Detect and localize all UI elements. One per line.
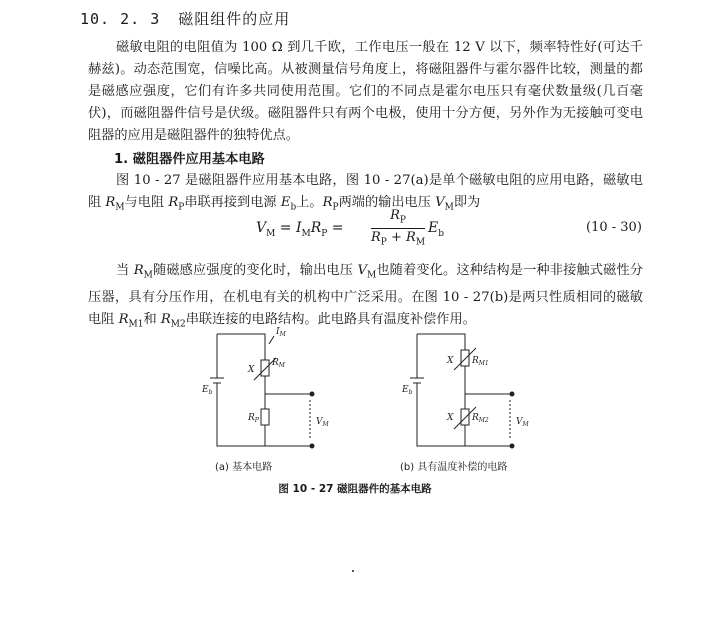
figure-b-caption: (b) 具有温度补偿的电路: [400, 462, 508, 473]
svg-text:IM: $I_M$: [276, 327, 286, 338]
equation-number: (10 - 30): [586, 220, 642, 235]
svg-text:Eb: $E_b$: [402, 385, 413, 396]
section-number: 10. 2. 3: [80, 10, 161, 28]
svg-text:RM: $R_M$: [272, 358, 285, 369]
figure-a-caption: (a) 基本电路: [215, 462, 273, 473]
circuit-figure: [190, 320, 550, 480]
figure-caption: 图 10 - 27 磁阻器件的基本电路: [278, 483, 432, 495]
equation-source-term: $E_b$: [428, 220, 444, 239]
svg-text:X: X: [447, 413, 454, 423]
circuit-paragraph: 图 10 - 27 是磁阻器件应用基本电路，图 10 - 27(a)是单个磁敏电阻的应用电路，磁敏电阻 $R_M$与电阻 $R_P$串联再接到电源 $E_b$上。$R_P$两端的输出电压 $V_M$即为: [88, 173, 643, 213]
resistor-rp: [261, 409, 269, 425]
circuit-b: [410, 334, 514, 448]
svg-text:VM: $V_M$: [316, 417, 329, 428]
magnetoresistor-rm2: [461, 409, 469, 425]
section-title: 磁阻组件的应用: [178, 10, 291, 28]
magnetoresistor-rm1: [461, 350, 469, 366]
svg-text:Eb: $E_b$: [202, 385, 213, 396]
intro-paragraph: 磁敏电阻的电阻值为 100 Ω 到几千欧，工作电压一般在 12 V 以下，频率特性好(可达千赫兹)。动态范围宽，信噪比高。从被测量信号角度上，将磁阻器件与霍尔器件比较，测量的都是磁感应强度，它们有许多共同使用范围。它们的不同点是霍尔电压只有毫伏数量级(几百毫伏)，而磁阻器件信号是伏级。磁阻器件只有两个电极，使用十分方便，另外作为无接触可变电阻器的应用是磁阻器件的独特优点。: [88, 40, 643, 143]
equation-lhs: $V_M = I_MR_P$ =: [256, 220, 344, 239]
subheading: 1. 磁阻器件应用基本电路: [114, 152, 265, 167]
section-heading: [80, 8, 290, 29]
svg-text:X: X: [248, 365, 255, 375]
page-mark: [352, 570, 354, 572]
equation-10-30: [0, 206, 710, 254]
svg-text:RP: $R_P$: [248, 413, 259, 424]
svg-text:VM: $V_M$: [516, 417, 529, 428]
magnetoresistor-rm: [261, 360, 269, 376]
equation-fraction: $\frac{R_P}{R_P + R_M}$: [371, 208, 426, 248]
circuit-a: [210, 334, 314, 448]
explanation-paragraph: 当 $R_M$随磁感应强度的变化时，输出电压 $V_M$也随着变化。这种结构是一种非接触式磁性分压器，具有分压作用，在机电有关的机构中广泛采用。在图 10 - 27(b)是两只性质相同的磁敏电阻 $R_{M1}$和 $R_{M2}$串联连接的电路结构。此电路具有温度补偿作用。: [88, 263, 643, 330]
svg-text:RM1: $R_{M1}$: [472, 356, 489, 367]
svg-text:RM2: $R_{M2}$: [472, 413, 489, 424]
svg-text:X: X: [447, 356, 454, 366]
